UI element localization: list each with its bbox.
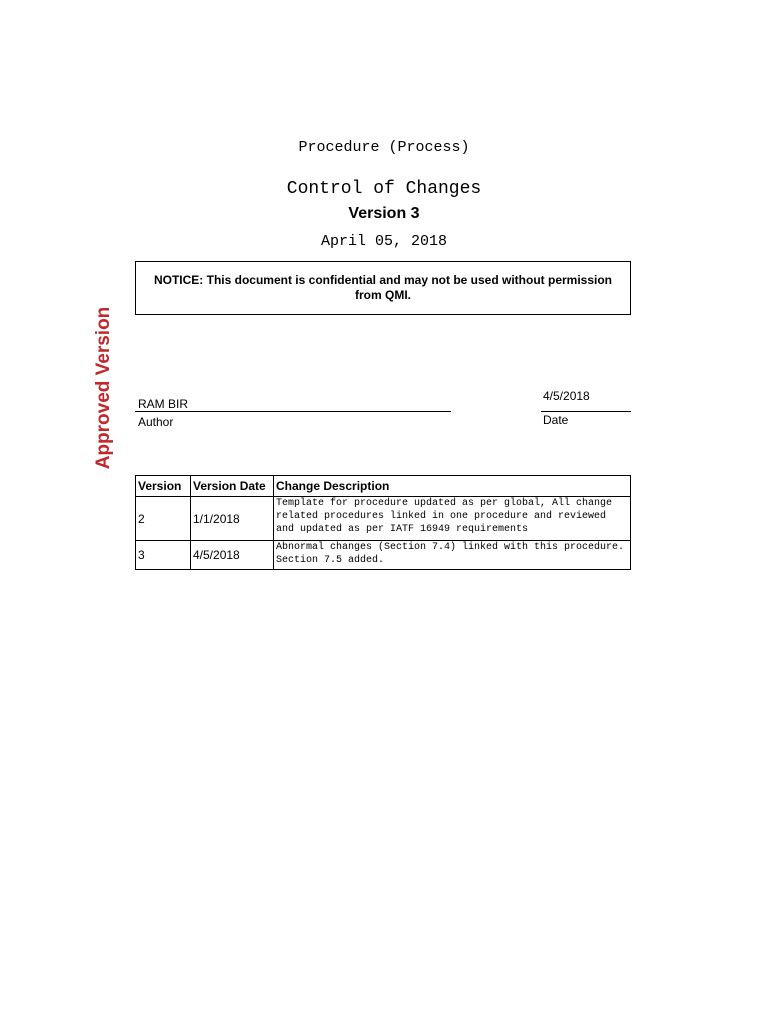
date-label: Date [543, 413, 569, 427]
table-row [136, 541, 631, 570]
signature-date-value: 4/5/2018 [543, 389, 590, 403]
date-signature-line [541, 411, 631, 412]
author-name: RAM BIR [138, 397, 189, 411]
confidential-notice: NOTICE: This document is confidential and may not be used without permission from QMI. [135, 261, 631, 315]
approved-version-stamp: Approved Version [93, 306, 114, 470]
version-date-cell: 4/5/2018 [191, 541, 274, 570]
version-date-cell: 1/1/2018 [191, 497, 274, 541]
document-title: Control of Changes [286, 179, 482, 199]
document-version: Version 3 [348, 205, 420, 222]
column-header-change-description: Change Description [274, 476, 631, 497]
version-cell: 3 [136, 541, 191, 570]
table-header-row [136, 476, 631, 497]
change-description-cell: Abnormal changes (Section 7.4) linked with this procedure. Section 7.5 added. [274, 541, 631, 570]
revision-history-table [135, 475, 631, 570]
column-header-version-date: Version Date [191, 476, 274, 497]
document-date: April 05, 2018 [320, 233, 448, 250]
column-header-version: Version [136, 476, 191, 497]
author-label: Author [138, 415, 174, 429]
change-description-cell: Template for procedure updated as per global, All change related procedures linked in one procedure and reviewed and updated as per IATF 16949 requirements [274, 497, 631, 541]
table-row [136, 497, 631, 541]
version-cell: 2 [136, 497, 191, 541]
document-type: Procedure (Process) [298, 139, 470, 156]
author-signature-line [135, 411, 451, 412]
